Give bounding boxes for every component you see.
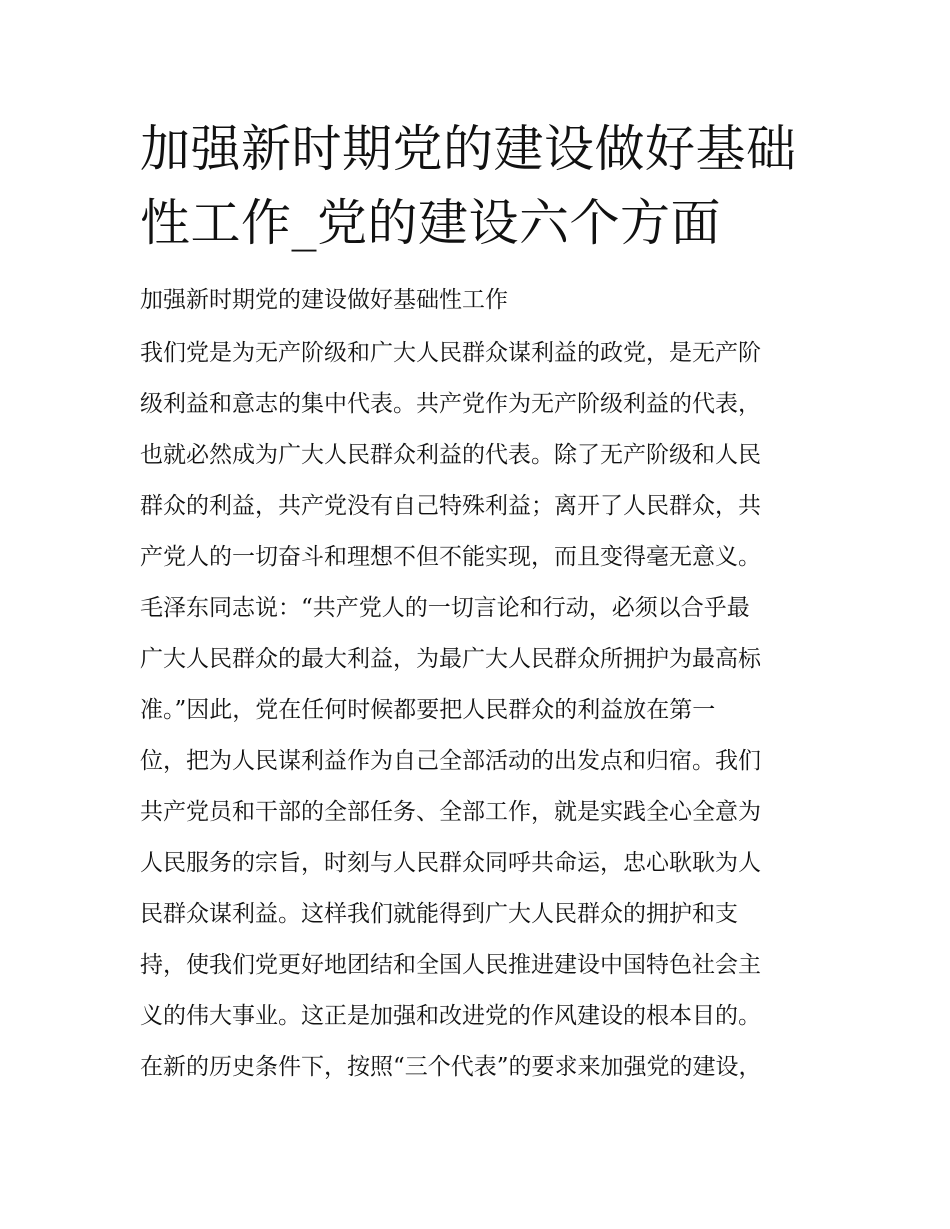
body-line: 在新的历史条件下，按照“三个代表”的要求来加强党的建设， [140,1054,762,1080]
body-line: 我们党是为无产阶级和广大人民群众谋利益的政党，是无产阶 [140,340,761,366]
document-title [140,112,820,260]
body-line: 位，把为人民谋利益作为自己全部活动的出发点和归宿。我们 [140,748,761,774]
body-line: 持，使我们党更好地团结和全国人民推进建设中国特色社会主 [140,952,761,978]
body-line: 也就必然成为广大人民群众利益的代表。除了无产阶级和人民 [140,442,761,468]
title-line: 性工作_党的建设六个方面 [140,194,721,252]
body-line: 产党人的一切奋斗和理想不但不能实现，而且变得毫无意义。 [140,544,761,570]
body-line: 共产党员和干部的全部任务、全部工作，就是实践全心全意为 [140,799,761,825]
title-line: 加强新时期党的建设做好基础 [140,120,797,178]
body-line: 民群众谋利益。这样我们就能得到广大人民群众的拥护和支 [140,901,738,927]
body-paragraph [140,333,820,1098]
body-line: 广大人民群众的最大利益，为最广大人民群众所拥护为最高标 [140,646,761,672]
body-line: 准。”因此，党在任何时候都要把人民群众的利益放在第一 [140,697,716,723]
body-line: 群众的利益，共产党没有自己特殊利益；离开了人民群众，共 [140,493,761,519]
document-subtitle: 加强新时期党的建设做好基础性工作 [140,287,508,313]
body-line: 义的伟大事业。这正是加强和改进党的作风建设的根本目的。 [140,1003,761,1029]
body-line: 人民服务的宗旨，时刻与人民群众同呼共命运，忠心耿耿为人 [140,850,761,876]
body-line: 级利益和意志的集中代表。共产党作为无产阶级利益的代表， [140,391,761,417]
body-line: 毛泽东同志说：“共产党人的一切言论和行动，必须以合乎最 [140,595,750,621]
